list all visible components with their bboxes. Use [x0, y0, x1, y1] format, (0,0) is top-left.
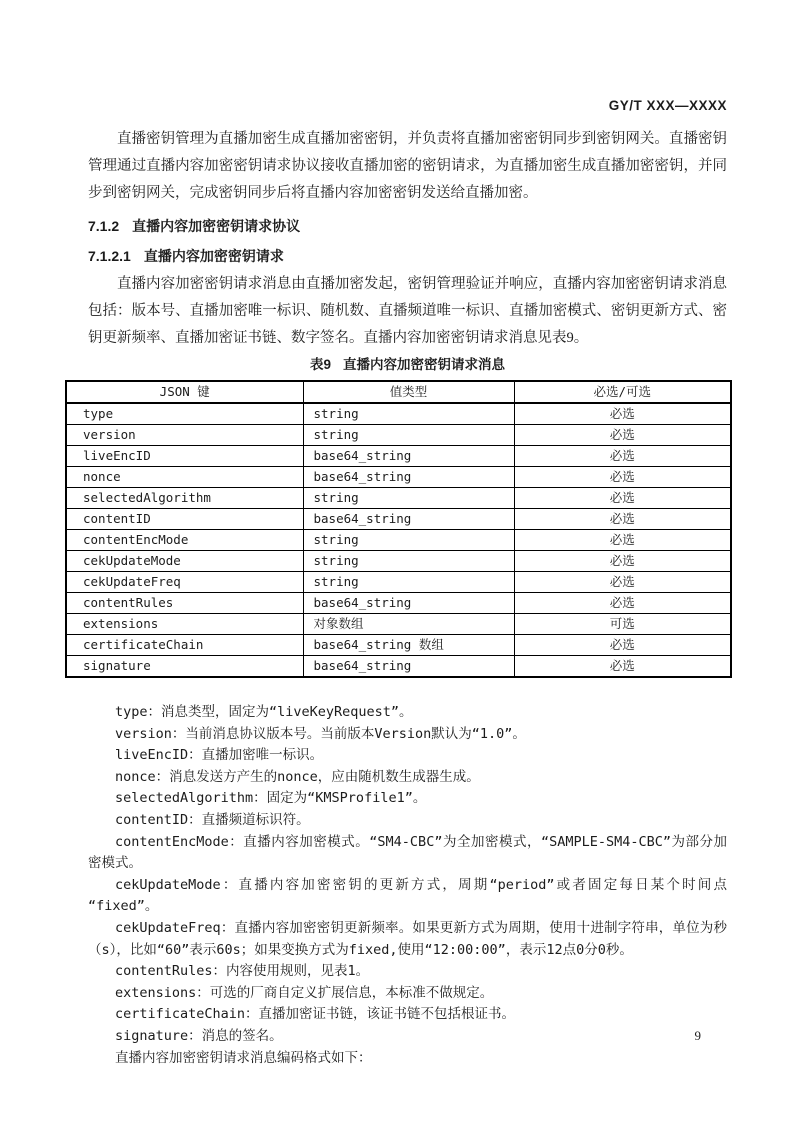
- required-cell: 必选: [514, 551, 731, 572]
- value-type-cell: base64_string: [303, 656, 514, 678]
- table-row: [66, 530, 731, 551]
- section-title: 直播内容加密密钥请求协议: [132, 218, 301, 234]
- field-note-line: type：消息类型，固定为“liveKeyRequest”。: [115, 704, 413, 720]
- json-key-cell: cekUpdateFreq: [66, 572, 303, 593]
- intro-paragraph: 直播密钥管理为直播加密生成直播加密密钥，并负责将直播加密密钥同步到密钥网关。直播密钥管理通过直播内容加密密钥请求协议接收直播加密的密钥请求，为直播加密生成直播加密密钥，并同步到密钥网关，完成密钥同步后将直播内容加密密钥发送给直播加密。: [88, 131, 727, 201]
- field-notes: [88, 702, 727, 1069]
- request-paragraph: 直播内容加密密钥请求消息由直播加密发起，密钥管理验证并响应，直播内容加密密钥请求消息包括：版本号、直播加密唯一标识、随机数、直播频道唯一标识、直播加密模式、密钥更新方式、密钥更新频率、直播加密证书链、数字签名。直播内容加密密钥请求消息见表9。: [88, 276, 727, 346]
- table-row: [66, 614, 731, 635]
- field-note-line: contentEncMode：直播内容加密模式。“SM4-CBC”为全加密模式，“SAMPLE-SM4-CBC”为部分加密模式。: [88, 833, 727, 872]
- json-key-cell: selectedAlgorithm: [66, 488, 303, 509]
- table-caption-label: 表9: [309, 357, 331, 372]
- json-key-cell: contentRules: [66, 593, 303, 614]
- field-note-line: signature：消息的签名。: [115, 1027, 283, 1044]
- required-cell: 必选: [514, 530, 731, 551]
- field-note-line: selectedAlgorithm：固定为“KMSProfile1”。: [115, 790, 427, 807]
- value-type-cell: string: [303, 425, 514, 446]
- field-note-line: cekUpdateFreq：直播内容加密密钥更新频率。如果更新方式为周期，使用十进制字符串，单位为秒（s），比如“60”表示60s；如果变换方式为fixed,使用“12:00:00”，表示12点0分0秒。: [88, 919, 727, 958]
- table-row: [66, 403, 731, 425]
- table-row: [66, 551, 731, 572]
- required-cell: 必选: [514, 635, 731, 656]
- value-type-cell: base64_string: [303, 446, 514, 467]
- value-type-cell: base64_string 数组: [303, 635, 514, 656]
- table-body: [66, 403, 731, 677]
- value-type-cell: string: [303, 403, 514, 425]
- field-note-line: contentRules：内容使用规则，见表1。: [115, 963, 370, 980]
- table-header-row: [66, 381, 731, 403]
- field-note-line: version：当前消息协议版本号。当前版本Version默认为“1.0”。: [115, 725, 526, 742]
- json-key-cell: version: [66, 425, 303, 446]
- section-number: 7.1.2: [88, 218, 120, 234]
- value-type-cell: 对象数组: [303, 614, 514, 635]
- value-type-cell: string: [303, 572, 514, 593]
- required-cell: 必选: [514, 403, 731, 425]
- required-cell: 必选: [514, 488, 731, 509]
- header-json-key: JSON 键: [66, 381, 303, 403]
- table-row: [66, 656, 731, 678]
- table-row: [66, 509, 731, 530]
- json-key-cell: type: [66, 403, 303, 425]
- required-cell: 必选: [514, 446, 731, 467]
- table-row: [66, 488, 731, 509]
- required-cell: 必选: [514, 509, 731, 530]
- json-key-cell: contentEncMode: [66, 530, 303, 551]
- value-type-cell: string: [303, 488, 514, 509]
- section-heading-7-1-2: [88, 217, 727, 235]
- json-key-cell: contentID: [66, 509, 303, 530]
- table-row: [66, 467, 731, 488]
- field-note-line: cekUpdateMode：直播内容加密密钥的更新方式，周期“period”或者固定每日某个时间点“fixed”。: [88, 876, 727, 915]
- field-note-line: nonce：消息发送方产生的nonce，应由随机数生成器生成。: [115, 768, 480, 785]
- required-cell: 必选: [514, 656, 731, 678]
- value-type-cell: base64_string: [303, 593, 514, 614]
- header-required-optional: 必选/可选: [514, 381, 731, 403]
- request-message-table: [65, 380, 732, 678]
- required-cell: 可选: [514, 614, 731, 635]
- field-note-line: liveEncID：直播加密唯一标识。: [115, 747, 324, 764]
- field-note-line: contentID：直播频道标识符。: [115, 811, 310, 828]
- header-value-type: 值类型: [303, 381, 514, 403]
- field-note-line: 直播内容加密密钥请求消息编码格式如下：: [115, 1049, 372, 1066]
- json-key-cell: extensions: [66, 614, 303, 635]
- section-heading-7-1-2-1: [88, 247, 727, 265]
- section-title: 直播内容加密密钥请求: [143, 248, 284, 264]
- required-cell: 必选: [514, 593, 731, 614]
- value-type-cell: base64_string: [303, 509, 514, 530]
- page-number: 9: [694, 1028, 701, 1043]
- table-row: [66, 425, 731, 446]
- value-type-cell: string: [303, 551, 514, 572]
- table-caption-title: 直播内容加密密钥请求消息: [343, 357, 505, 372]
- table-caption: [88, 356, 727, 374]
- field-note-line: certificateChain：直播加密证书链，该证书链不包括根证书。: [115, 1006, 516, 1023]
- json-key-cell: liveEncID: [66, 446, 303, 467]
- required-cell: 必选: [514, 467, 731, 488]
- section-number: 7.1.2.1: [88, 248, 131, 264]
- required-cell: 必选: [514, 572, 731, 593]
- value-type-cell: string: [303, 530, 514, 551]
- table-row: [66, 572, 731, 593]
- table-row: [66, 635, 731, 656]
- json-key-cell: certificateChain: [66, 635, 303, 656]
- json-key-cell: signature: [66, 656, 303, 678]
- value-type-cell: base64_string: [303, 467, 514, 488]
- json-key-cell: nonce: [66, 467, 303, 488]
- table-row: [66, 446, 731, 467]
- field-note-line: extensions：可选的厂商自定义扩展信息，本标准不做规定。: [115, 984, 494, 1001]
- table-row: [66, 593, 731, 614]
- required-cell: 必选: [514, 425, 731, 446]
- json-key-cell: cekUpdateMode: [66, 551, 303, 572]
- doc-reference: GY/T XXX—XXXX: [608, 98, 727, 113]
